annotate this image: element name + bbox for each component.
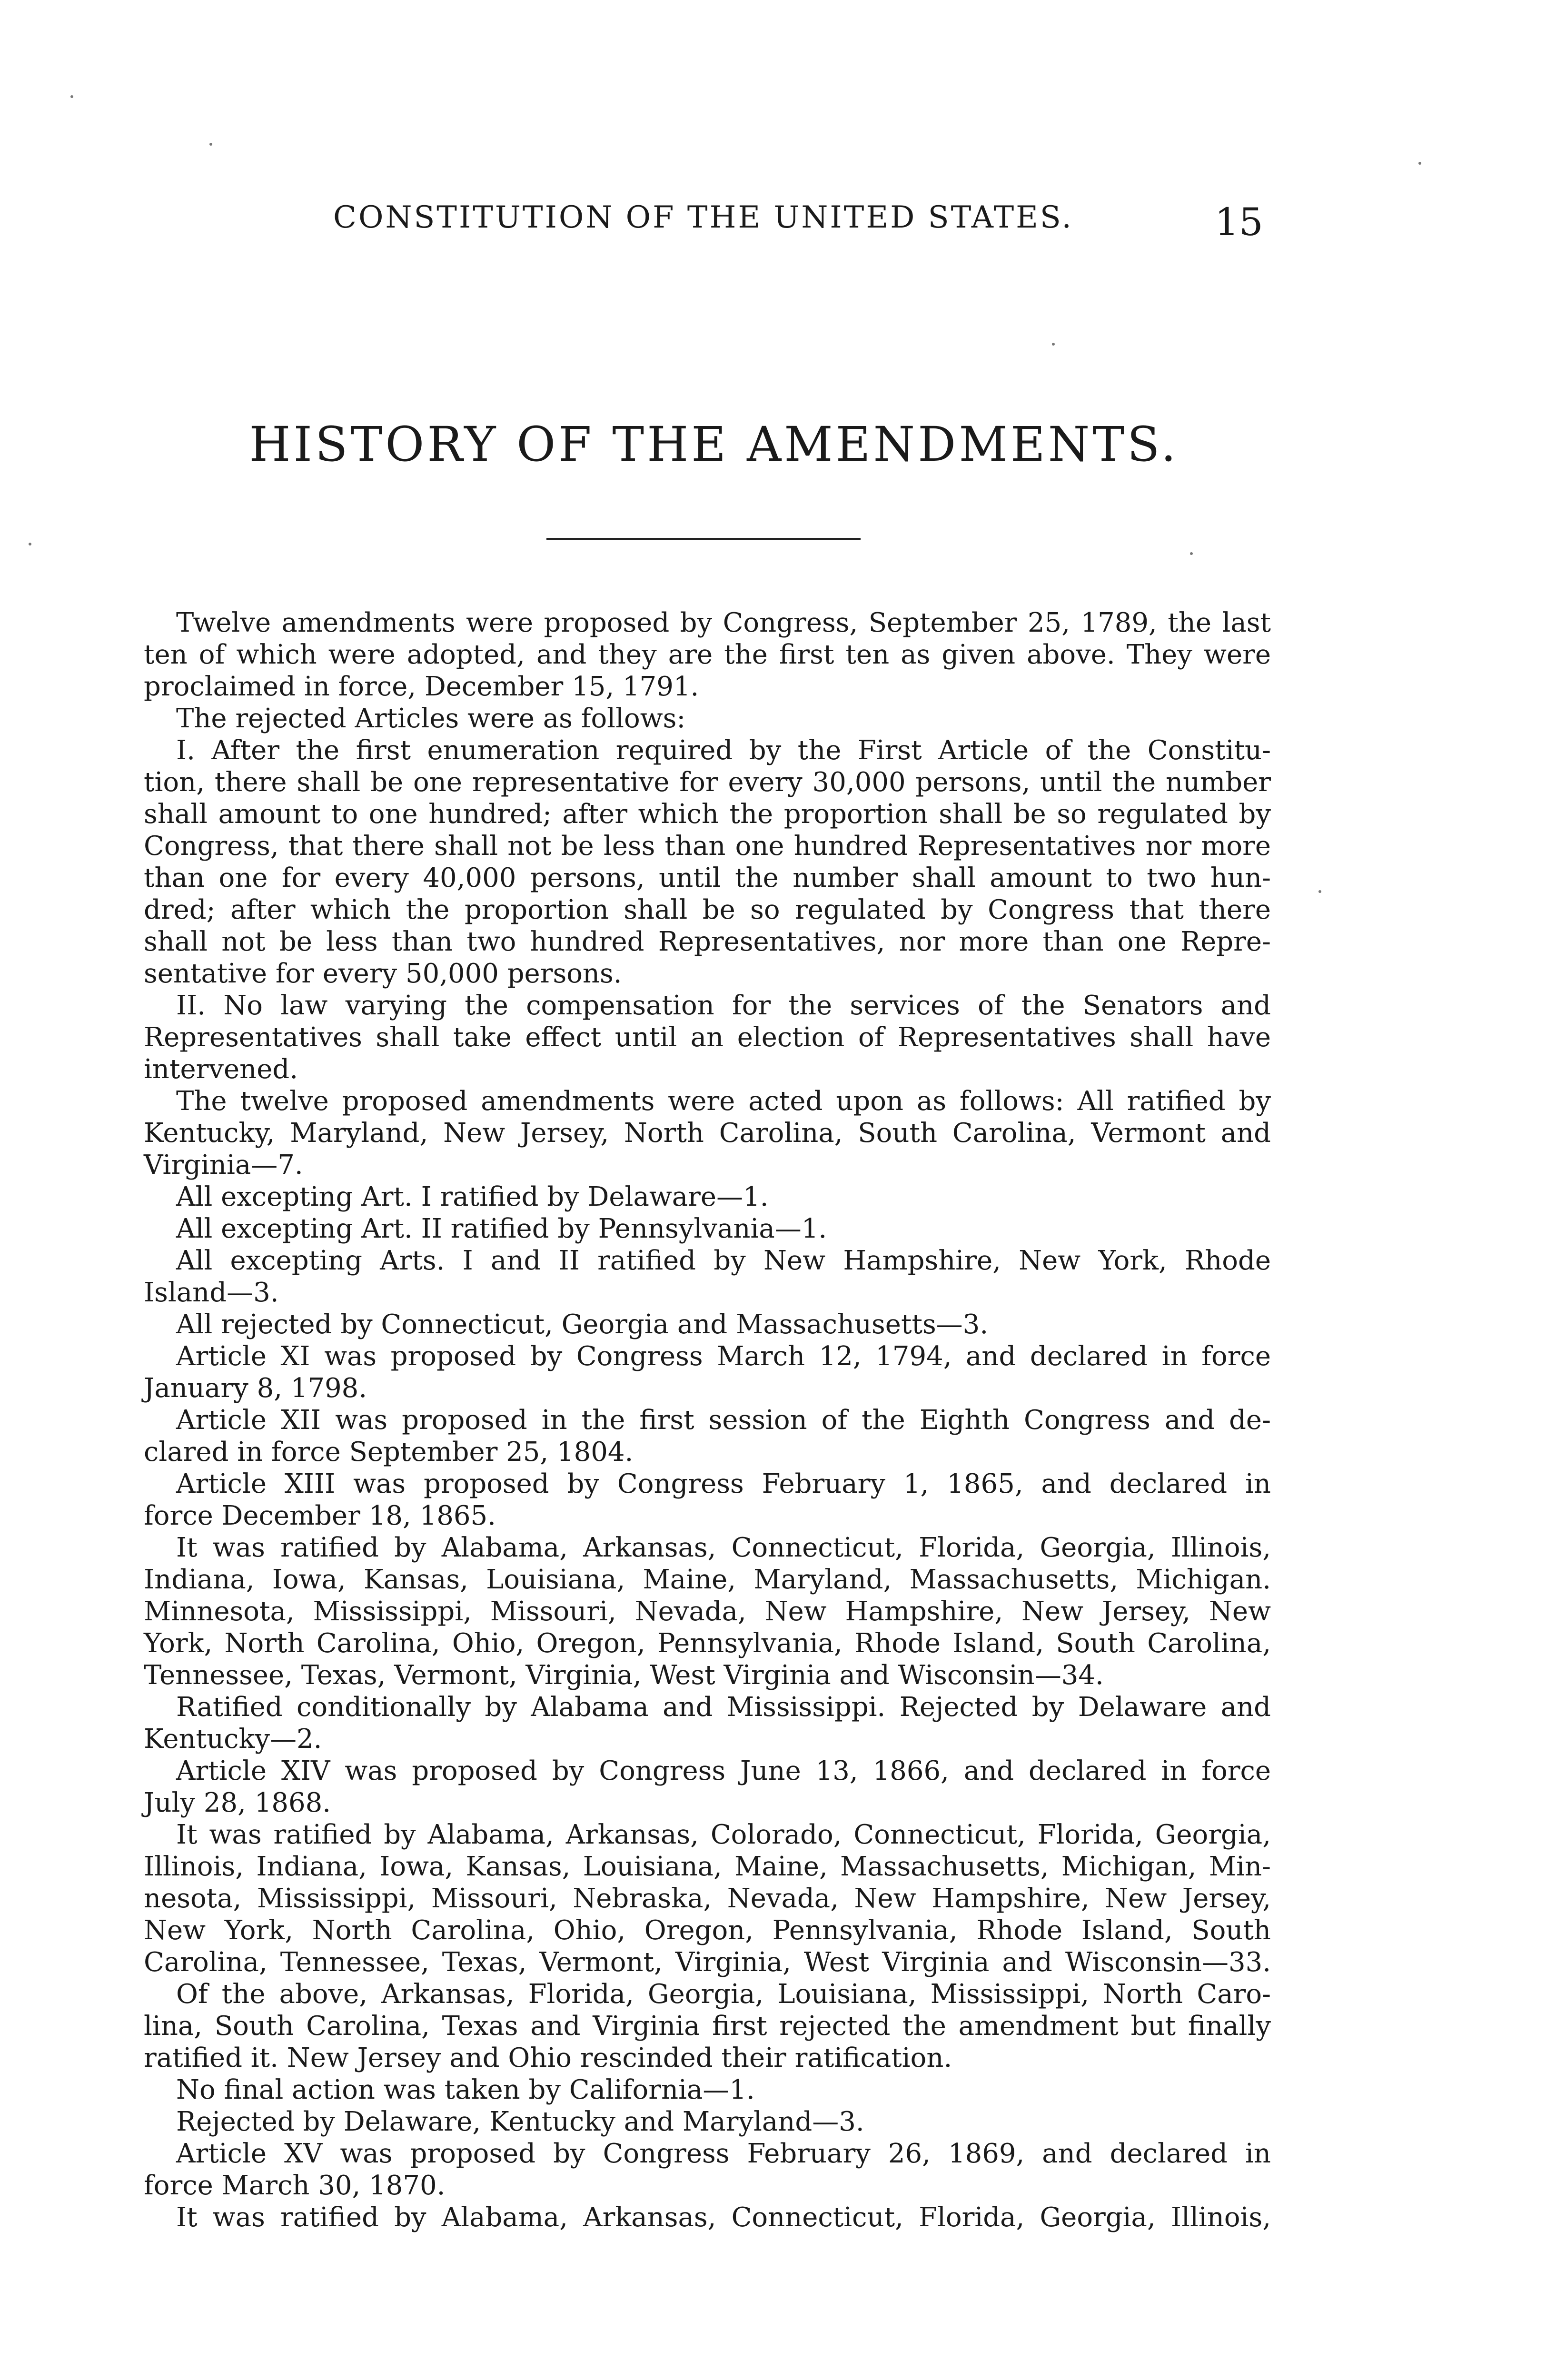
text-line: Congress, that there shall not be less than one hundred Representatives nor more (144, 831, 1271, 862)
text-line: It was ratified by Alabama, Arkansas, Colorado, Connecticut, Florida, Georgia, (176, 1819, 1271, 1850)
text-line: All excepting Art. I ratified by Delaware—1. (176, 1181, 769, 1212)
scan-speck (1318, 890, 1321, 893)
text-line: July 28, 1868. (144, 1787, 331, 1818)
scan-speck (1418, 162, 1421, 165)
text-line: Article XII was proposed in the first session of the Eighth Congress and de- (176, 1405, 1271, 1436)
text-line: force March 30, 1870. (144, 2170, 446, 2201)
text-line: ten of which were adopted, and they are the first ten as given above. They were (144, 639, 1271, 670)
text-line: It was ratified by Alabama, Arkansas, Connecticut, Florida, Georgia, Illinois, (176, 2202, 1271, 2233)
scan-speck (70, 95, 73, 98)
text-line: Kentucky—2. (144, 1724, 322, 1755)
scan-speck (1190, 552, 1193, 555)
page-number: 15 (1215, 200, 1263, 244)
text-line: All excepting Art. II ratified by Pennsylvania—1. (176, 1213, 827, 1244)
text-line: intervened. (144, 1054, 298, 1085)
text-line: Of the above, Arkansas, Florida, Georgia, Louisiana, Mississippi, North Caro- (176, 1979, 1271, 2010)
scan-speck (209, 143, 212, 146)
text-line: Article XIV was proposed by Congress June 13, 1866, and declared in force (176, 1755, 1271, 1786)
text-line: Illinois, Indiana, Iowa, Kansas, Louisiana, Maine, Massachusetts, Michigan, Min- (144, 1851, 1271, 1882)
text-line: nesota, Mississippi, Missouri, Nebraska, Nevada, New Hampshire, New Jersey, (144, 1883, 1271, 1914)
text-line: Representatives shall take effect until an election of Representatives shall have (144, 1022, 1271, 1053)
text-line: January 8, 1798. (144, 1373, 367, 1404)
text-line: Virginia—7. (144, 1150, 303, 1180)
text-line: dred; after which the proportion shall be so regulated by Congress that there (144, 894, 1271, 925)
text-line: clared in force September 25, 1804. (144, 1437, 634, 1468)
text-line: ratified it. New Jersey and Ohio rescinded their ratification. (144, 2043, 952, 2073)
text-line: Twelve amendments were proposed by Congress, September 25, 1789, the last (176, 607, 1271, 638)
text-line: II. No law varying the compensation for the services of the Senators and (176, 990, 1271, 1021)
text-line: The rejected Articles were as follows: (176, 703, 686, 734)
scan-speck (29, 543, 31, 545)
text-line: No final action was taken by California—1. (176, 2074, 755, 2105)
text-line: tion, there shall be one representative for every 30,000 persons, until the number (144, 767, 1271, 798)
text-line: Minnesota, Mississippi, Missouri, Nevada, New Hampshire, New Jersey, New (144, 1596, 1271, 1627)
text-line: Island—3. (144, 1277, 279, 1308)
text-line: Indiana, Iowa, Kansas, Louisiana, Maine, Maryland, Massachusetts, Michigan. (144, 1564, 1271, 1595)
scan-speck (1052, 343, 1055, 346)
text-line: New York, North Carolina, Ohio, Oregon, Pennsylvania, Rhode Island, South (144, 1915, 1271, 1946)
text-line: Kentucky, Maryland, New Jersey, North Carolina, South Carolina, Vermont and (144, 1118, 1271, 1149)
section-title: HISTORY OF THE AMENDMENTS. (249, 416, 1179, 472)
text-line: It was ratified by Alabama, Arkansas, Connecticut, Florida, Georgia, Illinois, (176, 1532, 1271, 1563)
text-line: than one for every 40,000 persons, until the number shall amount to two hun- (144, 863, 1271, 893)
text-line: All rejected by Connecticut, Georgia and Massachusetts—3. (176, 1309, 989, 1340)
text-line: Article XIII was proposed by Congress February 1, 1865, and declared in (176, 1468, 1271, 1499)
text-line: Tennessee, Texas, Vermont, Virginia, West Virginia and Wisconsin—34. (144, 1660, 1104, 1691)
text-line: sentative for every 50,000 persons. (144, 958, 622, 989)
running-head: CONSTITUTION OF THE UNITED STATES. (333, 200, 1073, 235)
text-line: force December 18, 1865. (144, 1500, 496, 1531)
text-line: shall not be less than two hundred Representatives, nor more than one Repre- (144, 926, 1271, 957)
text-line: Carolina, Tennessee, Texas, Vermont, Virginia, West Virginia and Wisconsin—33. (144, 1947, 1271, 1978)
text-line: shall amount to one hundred; after which the proportion shall be so regulated by (144, 799, 1271, 830)
body-text (144, 607, 1271, 2233)
text-line: Article XV was proposed by Congress February 26, 1869, and declared in (176, 2138, 1271, 2169)
text-line: lina, South Carolina, Texas and Virginia first rejected the amendment but finally (144, 2011, 1271, 2042)
text-line: Article XI was proposed by Congress March 12, 1794, and declared in force (176, 1341, 1271, 1372)
title-rule (546, 538, 861, 540)
text-line: Rejected by Delaware, Kentucky and Maryland—3. (176, 2106, 864, 2137)
text-line: Ratified conditionally by Alabama and Mississippi. Rejected by Delaware and (176, 1692, 1271, 1723)
text-line: I. After the first enumeration required by the First Article of the Constitu- (176, 735, 1271, 766)
text-line: proclaimed in force, December 15, 1791. (144, 671, 699, 702)
text-line: The twelve proposed amendments were acted upon as follows: All ratified by (176, 1086, 1271, 1117)
text-line: All excepting Arts. I and II ratified by New Hampshire, New York, Rhode (176, 1245, 1271, 1276)
text-line: York, North Carolina, Ohio, Oregon, Pennsylvania, Rhode Island, South Carolina, (144, 1628, 1271, 1659)
